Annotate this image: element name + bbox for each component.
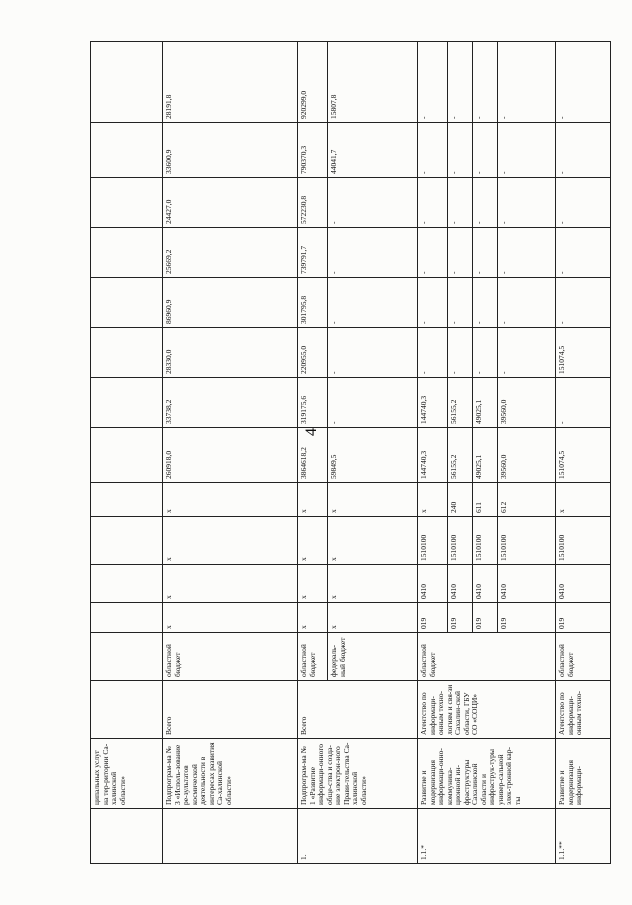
value-cell: 15807,8 xyxy=(328,42,418,123)
source-cell: областной бюджет xyxy=(163,633,298,681)
name-cell: Развитие и модернизация информаци- xyxy=(556,739,611,809)
vr-cell: 612 xyxy=(498,483,556,517)
value-cell: - xyxy=(328,378,418,428)
value-cell: 86960,9 xyxy=(163,278,298,328)
grbs-cell: 019 xyxy=(418,603,448,633)
csr-cell: 1510100 xyxy=(418,517,448,565)
status-cell: 1. xyxy=(298,809,418,864)
value-cell: 920299,0 xyxy=(298,42,328,123)
value-cell: - xyxy=(473,228,498,278)
budget-table-region xyxy=(90,42,583,864)
value-total-cell: 260918,0 xyxy=(163,428,298,483)
vr-cell: x xyxy=(163,483,298,517)
value-cell: - xyxy=(448,328,473,378)
rzpr-cell: 0410 xyxy=(498,565,556,603)
status-cell xyxy=(91,809,163,864)
value-cell: 28191,8 xyxy=(163,42,298,123)
value-cell: - xyxy=(418,123,448,178)
value-cell: - xyxy=(328,228,418,278)
value-cell: 25669,2 xyxy=(163,228,298,278)
value-total-cell xyxy=(91,428,163,483)
name-cell: Подпрограм-ма № 1 «Развитие информаци-онного обще-ства и созда-ние электрон-ного Прави-тельства Са-халинской области» xyxy=(298,739,418,809)
value-cell: 56155,2 xyxy=(448,378,473,428)
table-row xyxy=(163,42,298,864)
responsible-cell: Агентство по информаци-онным техно- xyxy=(556,681,611,739)
source-cell: областной бюджет xyxy=(298,633,328,681)
rzpr-cell: 0410 xyxy=(473,565,498,603)
status-cell xyxy=(163,809,298,864)
rzpr-cell xyxy=(91,565,163,603)
grbs-cell: 019 xyxy=(556,603,611,633)
csr-cell: 1510100 xyxy=(473,517,498,565)
csr-cell xyxy=(91,517,163,565)
value-total-cell: 49025,1 xyxy=(473,428,498,483)
vr-cell: 240 xyxy=(448,483,473,517)
value-cell: - xyxy=(498,278,556,328)
source-cell: федераль-ный бюджет xyxy=(328,633,418,681)
value-total-cell: 3864618,2 xyxy=(298,428,328,483)
name-cell: ципальных услуг на тер-ритории Са-халинской области» xyxy=(91,739,163,809)
page-number: 4 xyxy=(303,428,320,436)
value-cell xyxy=(91,328,163,378)
responsible-cell: Всего xyxy=(163,681,298,739)
vr-cell: x xyxy=(298,483,328,517)
value-cell: - xyxy=(328,278,418,328)
source-cell: областной бюджет xyxy=(556,633,611,681)
value-cell: - xyxy=(498,123,556,178)
vr-cell xyxy=(91,483,163,517)
value-cell: - xyxy=(473,123,498,178)
value-total-cell: 59849,5 xyxy=(328,428,418,483)
grbs-cell xyxy=(91,603,163,633)
value-cell: 28330,0 xyxy=(163,328,298,378)
rotated-table-wrapper xyxy=(90,42,583,864)
value-cell: - xyxy=(448,123,473,178)
rzpr-cell: 0410 xyxy=(448,565,473,603)
table-row xyxy=(91,42,163,864)
value-cell xyxy=(91,378,163,428)
rzpr-cell: x xyxy=(298,565,328,603)
table-row xyxy=(556,42,611,864)
name-cell: Подпрограм-ма № 3 «Исполь-зование ре-зультатов космической деятельности в интересах развития Са-халинской области» xyxy=(163,739,298,809)
value-cell: 33738,2 xyxy=(163,378,298,428)
csr-cell: x xyxy=(298,517,328,565)
value-cell: 39560,0 xyxy=(498,378,556,428)
csr-cell: 1510100 xyxy=(556,517,611,565)
value-cell: - xyxy=(556,42,611,123)
value-cell: 572230,8 xyxy=(298,178,328,228)
responsible-cell: Агентство по информаци-онным техно-логиям и свя-зи Сахалин-ской области, ГБУ СО «СОЦИ» xyxy=(418,681,556,739)
value-cell: - xyxy=(556,178,611,228)
value-cell xyxy=(91,228,163,278)
value-cell: - xyxy=(448,178,473,228)
csr-cell: 1510100 xyxy=(498,517,556,565)
value-cell: 790370,3 xyxy=(298,123,328,178)
status-cell: 1.1.* xyxy=(418,809,556,864)
value-total-cell: 144740,3 xyxy=(418,428,448,483)
value-cell: - xyxy=(556,378,611,428)
grbs-cell: x xyxy=(163,603,298,633)
value-total-cell: 39560,0 xyxy=(498,428,556,483)
value-cell: - xyxy=(418,178,448,228)
value-cell: - xyxy=(328,178,418,228)
csr-cell: x xyxy=(163,517,298,565)
value-cell: 49025,1 xyxy=(473,378,498,428)
vr-cell: x xyxy=(418,483,448,517)
table-row xyxy=(298,42,328,864)
value-cell: - xyxy=(418,328,448,378)
vr-cell: 611 xyxy=(473,483,498,517)
value-cell: - xyxy=(418,228,448,278)
value-cell: - xyxy=(473,178,498,228)
value-cell: - xyxy=(556,228,611,278)
csr-cell: x xyxy=(328,517,418,565)
value-total-cell: 151074,5 xyxy=(556,428,611,483)
value-cell: 220955,0 xyxy=(298,328,328,378)
value-cell: - xyxy=(556,278,611,328)
table-row xyxy=(418,42,448,864)
value-cell: - xyxy=(473,328,498,378)
value-cell: - xyxy=(448,228,473,278)
value-cell: - xyxy=(448,42,473,123)
value-cell xyxy=(91,278,163,328)
grbs-cell: x xyxy=(298,603,328,633)
value-cell: - xyxy=(418,42,448,123)
value-cell: - xyxy=(498,328,556,378)
value-cell: 144740,3 xyxy=(418,378,448,428)
value-cell: 151074,5 xyxy=(556,328,611,378)
responsible-cell: Всего xyxy=(298,681,418,739)
vr-cell: x xyxy=(328,483,418,517)
value-cell: - xyxy=(473,42,498,123)
rzpr-cell: 0410 xyxy=(556,565,611,603)
source-cell xyxy=(91,633,163,681)
value-cell: - xyxy=(556,123,611,178)
value-cell: 24427,0 xyxy=(163,178,298,228)
value-total-cell: 56155,2 xyxy=(448,428,473,483)
vr-cell: x xyxy=(556,483,611,517)
value-cell: 319175,6 xyxy=(298,378,328,428)
value-cell: - xyxy=(498,178,556,228)
rzpr-cell: x xyxy=(328,565,418,603)
value-cell: - xyxy=(498,42,556,123)
value-cell: 301795,8 xyxy=(298,278,328,328)
responsible-cell xyxy=(91,681,163,739)
value-cell: - xyxy=(498,228,556,278)
value-cell xyxy=(91,178,163,228)
value-cell: - xyxy=(418,278,448,328)
value-cell xyxy=(91,123,163,178)
status-cell: 1.1.** xyxy=(556,809,611,864)
grbs-cell: 019 xyxy=(473,603,498,633)
grbs-cell: 019 xyxy=(498,603,556,633)
grbs-cell: 019 xyxy=(448,603,473,633)
value-cell: 44041,7 xyxy=(328,123,418,178)
value-cell xyxy=(91,42,163,123)
rzpr-cell: 0410 xyxy=(418,565,448,603)
budget-table xyxy=(90,41,611,864)
value-cell: - xyxy=(328,328,418,378)
csr-cell: 1510100 xyxy=(448,517,473,565)
value-cell: 739791,7 xyxy=(298,228,328,278)
name-cell: Развитие и модернизация информаци-онно-коммуника-ционной ин-фраструктуры Сахалинской области и инфраструк-туры универ-сальной элек-тронной кар-ты xyxy=(418,739,556,809)
rzpr-cell: x xyxy=(163,565,298,603)
source-cell: областной бюджет xyxy=(418,633,556,681)
value-cell: - xyxy=(448,278,473,328)
value-cell: 33600,9 xyxy=(163,123,298,178)
grbs-cell: x xyxy=(328,603,418,633)
value-cell: - xyxy=(473,278,498,328)
